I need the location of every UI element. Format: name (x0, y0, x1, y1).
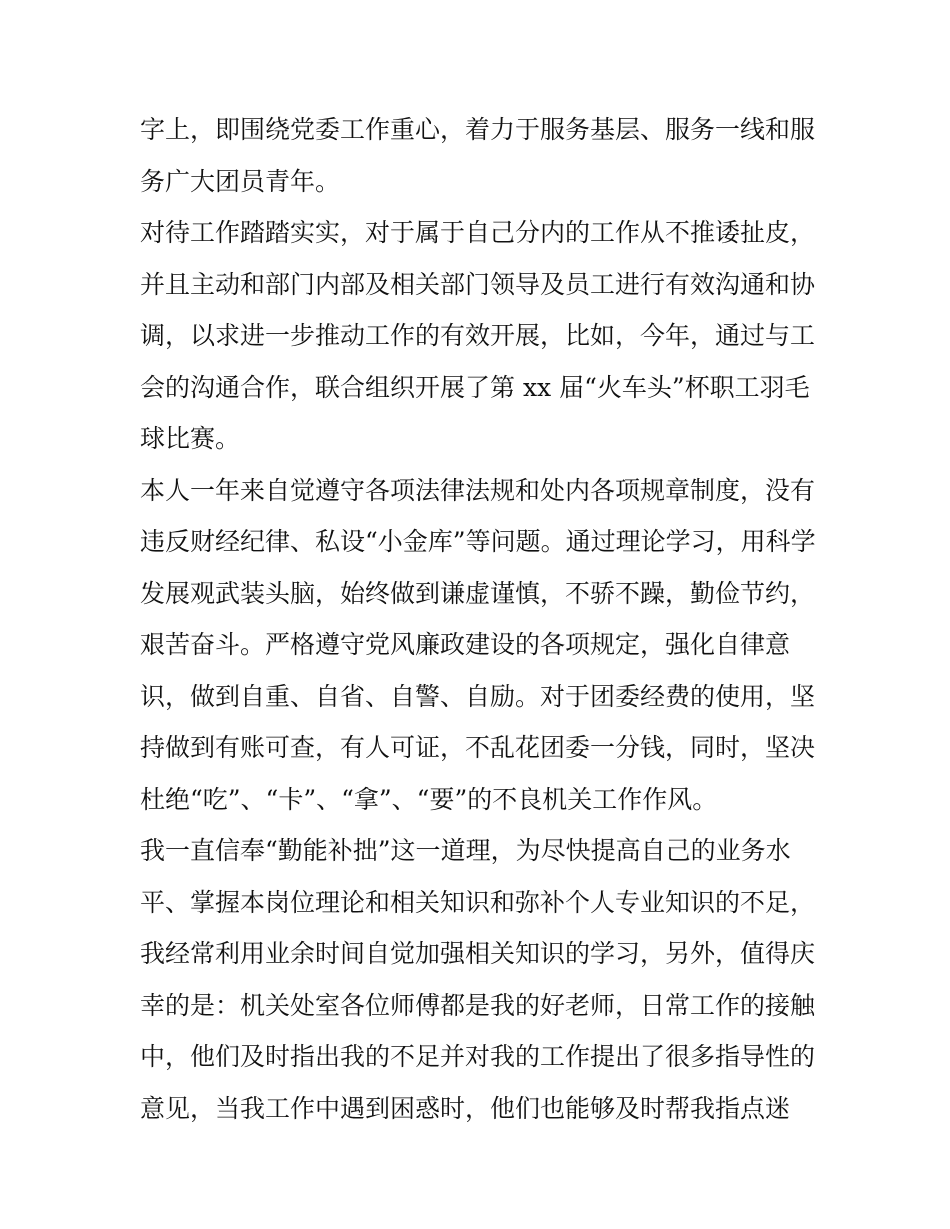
text-line: 对待工作踏踏实实，对于属于自己分内的工作从不推诿扯皮， (140, 218, 816, 247)
text-line: 并且主动和部门内部及相关部门领导及员工进行有效沟通和协 (140, 269, 816, 299)
text-line: 持做到有账可查，有人可证，不乱花团委一分钱，同时，坚决 (140, 733, 816, 762)
text-line: 我一直信奉“勤能补拙”这一道理，为尽快提高自己的业务水 (140, 836, 791, 865)
text-line: 违反财经纪律、私设“小金库”等问题。通过理论学习，用科学 (140, 527, 816, 556)
text-line: 中，他们及时指出我的不足并对我的工作提出了很多指导性的 (140, 1042, 816, 1071)
text-line: 务广大团员青年。 (140, 166, 341, 196)
text-line: 字上，即围绕党委工作重心，着力于服务基层、服务一线和服 (140, 115, 816, 144)
text-line: 调，以求进一步推动工作的有效开展，比如，今年，通过与工 (140, 321, 816, 350)
text-line: 平、掌握本岗位理论和相关知识和弥补个人专业知识的不足， (140, 887, 816, 917)
text-line: 会的沟通合作，联合组织开展了第 xx 届“火车头”杯职工羽毛 (140, 372, 810, 402)
text-line: 杜绝“吃”、“卡”、“拿”、“要”的不良机关工作作风。 (140, 784, 718, 814)
text-line: 识，做到自重、自省、自警、自励。对于团委经费的使用，坚 (140, 681, 816, 711)
body-text (140, 104, 815, 1134)
text-line: 发展观武装头脑，始终做到谦虚谨慎，不骄不躁，勤俭节约， (140, 578, 816, 608)
text-line: 本人一年来自觉遵守各项法律法规和处内各项规章制度，没有 (140, 475, 816, 505)
text-line: 幸的是：机关处室各位师傅都是我的好老师，日常工作的接触 (140, 990, 816, 1020)
text-line: 球比赛。 (140, 424, 241, 453)
text-line: 我经常利用业余时间自觉加强相关知识的学习，另外，值得庆 (140, 939, 816, 968)
text-line: 意见，当我工作中遇到困惑时，他们也能够及时帮我指点迷 (140, 1093, 791, 1123)
text-line: 艰苦奋斗。严格遵守党风廉政建设的各项规定，强化自律意 (140, 630, 791, 659)
